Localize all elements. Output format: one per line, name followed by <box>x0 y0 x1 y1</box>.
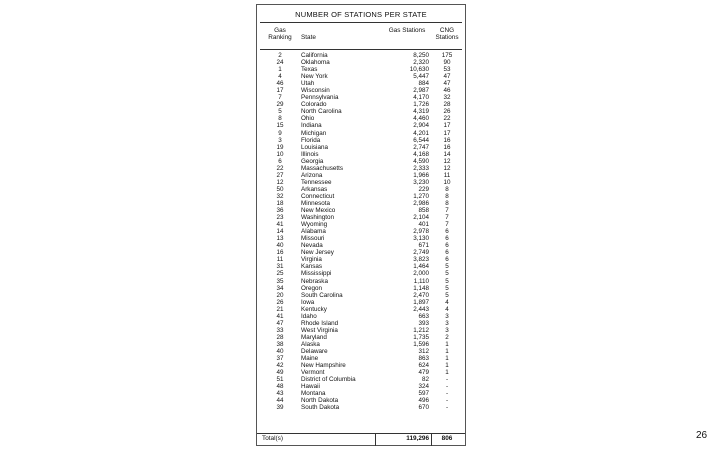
gas-stations-cell: 3,130 <box>413 235 429 243</box>
gas-stations-cell: 1,897 <box>413 298 429 306</box>
state-cell: Illinois <box>301 150 319 158</box>
state-cell: West Virginia <box>301 326 338 334</box>
cng-stations-cell: 17 <box>443 129 451 137</box>
rank-cell: 20 <box>276 291 284 299</box>
cng-stations-cell: 7 <box>445 214 449 222</box>
cng-stations-cell: 4 <box>445 298 449 306</box>
total-label: Total(s) <box>262 435 283 442</box>
state-cell: Maine <box>301 355 319 363</box>
table-row <box>257 200 465 207</box>
state-cell: North Carolina <box>301 108 342 116</box>
gas-stations-cell: 2,333 <box>413 164 429 172</box>
rank-cell: 5 <box>278 108 282 116</box>
cng-stations-cell: 47 <box>443 80 451 88</box>
gas-stations-cell: 597 <box>418 390 429 398</box>
gas-stations-cell: 671 <box>418 242 429 250</box>
table-row <box>257 137 465 144</box>
cng-stations-cell: 4 <box>445 305 449 313</box>
table-row <box>257 256 465 263</box>
table-row <box>257 94 465 101</box>
table-row <box>257 348 465 355</box>
state-cell: Washington <box>301 214 335 222</box>
table-row <box>257 355 465 362</box>
gas-stations-cell: 2,904 <box>413 122 429 130</box>
state-cell: Maryland <box>301 333 327 341</box>
gas-stations-cell: 2,470 <box>413 291 429 299</box>
table-row <box>257 122 465 129</box>
cng-stations-cell: 175 <box>441 52 453 59</box>
table-row <box>257 278 465 285</box>
gas-stations-cell: 2,987 <box>413 87 429 95</box>
table-row <box>257 249 465 256</box>
table-row <box>257 362 465 369</box>
state-cell: Missouri <box>301 235 325 243</box>
table-row <box>257 390 465 397</box>
state-cell: Connecticut <box>301 192 335 200</box>
state-cell: Vermont <box>301 369 325 377</box>
rank-cell: 34 <box>276 284 284 292</box>
state-cell: Oklahoma <box>301 59 330 67</box>
rank-cell: 8 <box>278 115 282 123</box>
rank-cell: 51 <box>276 376 284 384</box>
cng-stations-cell: 26 <box>443 108 451 116</box>
state-cell: Texas <box>301 66 318 74</box>
gas-stations-cell: 2,000 <box>413 270 429 278</box>
total-row <box>257 435 465 445</box>
cng-stations-cell: 6 <box>445 228 449 236</box>
gas-stations-cell: 624 <box>418 362 429 370</box>
table-body <box>257 52 465 411</box>
total-rule <box>257 433 465 434</box>
state-cell: Indiana <box>301 122 322 130</box>
rank-cell: 24 <box>276 59 284 67</box>
table-row <box>257 228 465 235</box>
table-row <box>257 404 465 411</box>
gas-stations-cell: 2,978 <box>413 228 429 236</box>
rank-cell: 14 <box>276 228 284 236</box>
table-row <box>257 165 465 172</box>
state-cell: Massachusetts <box>301 164 343 172</box>
table-row <box>257 66 465 73</box>
rank-cell: 32 <box>276 192 284 200</box>
cng-stations-cell: 1 <box>445 355 449 363</box>
gas-stations-cell: 312 <box>418 347 429 355</box>
cng-stations-cell: 12 <box>443 164 451 172</box>
rank-cell: 38 <box>276 340 284 348</box>
table-row <box>257 158 465 165</box>
cng-stations-cell: - <box>445 397 449 405</box>
cng-stations-cell: 16 <box>443 143 451 151</box>
table-row <box>257 144 465 151</box>
gas-stations-cell: 884 <box>418 80 429 88</box>
gas-stations-cell: 4,168 <box>413 150 429 158</box>
rank-cell: 36 <box>276 207 284 215</box>
state-cell: Tennessee <box>301 178 332 186</box>
table-row <box>257 320 465 327</box>
rank-cell: 41 <box>276 312 284 320</box>
cng-stations-cell: - <box>445 376 449 384</box>
state-cell: New Hampshire <box>301 362 346 370</box>
rank-cell: 25 <box>276 270 284 278</box>
gas-stations-cell: 2,320 <box>413 59 429 67</box>
table-row <box>257 186 465 193</box>
rank-cell: 21 <box>276 305 284 313</box>
table-row <box>257 376 465 383</box>
gas-stations-cell: 4,319 <box>413 108 429 116</box>
total-gas: 119,296 <box>406 435 429 442</box>
cng-stations-cell: 3 <box>445 319 449 327</box>
rank-cell: 40 <box>276 347 284 355</box>
state-cell: Colorado <box>301 101 327 109</box>
state-cell: California <box>301 52 328 59</box>
state-cell: Wyoming <box>301 221 328 229</box>
gas-stations-cell: 4,201 <box>413 129 429 137</box>
rank-cell: 49 <box>276 369 284 377</box>
cng-stations-cell: 10 <box>443 178 451 186</box>
gas-stations-cell: 1,464 <box>413 263 429 271</box>
table-row <box>257 327 465 334</box>
gas-stations-cell: 863 <box>418 355 429 363</box>
rank-cell: 4 <box>278 73 282 81</box>
state-cell: Nevada <box>301 242 323 250</box>
gas-stations-cell: 6,544 <box>413 136 429 144</box>
cng-stations-cell: 1 <box>445 369 449 377</box>
state-cell: Utah <box>301 80 315 88</box>
state-cell: Rhode Island <box>301 319 339 327</box>
stations-table <box>256 4 466 446</box>
rank-cell: 37 <box>276 355 284 363</box>
rank-cell: 35 <box>276 277 284 285</box>
rank-cell: 29 <box>276 101 284 109</box>
gas-stations-cell: 1,212 <box>413 326 429 334</box>
state-cell: District of Columbia <box>301 376 356 384</box>
rank-cell: 23 <box>276 214 284 222</box>
table-row <box>257 108 465 115</box>
gas-stations-cell: 1,596 <box>413 340 429 348</box>
rank-cell: 12 <box>276 178 284 186</box>
table-row <box>257 313 465 320</box>
rank-cell: 33 <box>276 326 284 334</box>
state-cell: Ohio <box>301 115 315 123</box>
state-cell: New Mexico <box>301 207 336 215</box>
state-cell: North Dakota <box>301 397 339 405</box>
rank-cell: 22 <box>276 164 284 172</box>
gas-stations-cell: 1,726 <box>413 101 429 109</box>
table-row <box>257 341 465 348</box>
state-cell: Georgia <box>301 157 324 165</box>
table-row <box>257 130 465 137</box>
cng-stations-cell: 2 <box>445 333 449 341</box>
state-cell: Minnesota <box>301 199 331 207</box>
table-row <box>257 270 465 277</box>
state-cell: Montana <box>301 390 326 398</box>
rank-cell: 48 <box>276 383 284 391</box>
cng-stations-cell: 6 <box>445 242 449 250</box>
gas-stations-cell: 496 <box>418 397 429 405</box>
rank-cell: 7 <box>278 94 282 102</box>
cng-stations-cell: 53 <box>443 66 451 74</box>
gas-stations-cell: 858 <box>418 207 429 215</box>
rank-cell: 18 <box>276 199 284 207</box>
gas-stations-cell: 5,447 <box>413 73 429 81</box>
rank-cell: 47 <box>276 319 284 327</box>
rank-cell: 9 <box>278 129 282 137</box>
total-cng: 806 <box>441 435 453 442</box>
state-cell: Louisiana <box>301 143 328 151</box>
rank-cell: 41 <box>276 221 284 229</box>
table-row <box>257 115 465 122</box>
table-row <box>257 334 465 341</box>
cng-stations-cell: 32 <box>443 94 451 102</box>
rank-cell: 13 <box>276 235 284 243</box>
gas-stations-cell: 401 <box>418 221 429 229</box>
table-row <box>257 292 465 299</box>
cng-stations-cell: 46 <box>443 87 451 95</box>
rank-cell: 43 <box>276 390 284 398</box>
table-row <box>257 383 465 390</box>
gas-stations-cell: 1,270 <box>413 192 429 200</box>
state-cell: Kentucky <box>301 305 327 313</box>
state-cell: Hawaii <box>301 383 320 391</box>
state-cell: Nebraska <box>301 277 328 285</box>
cng-stations-cell: 1 <box>445 362 449 370</box>
rank-cell: 39 <box>276 404 284 412</box>
gas-stations-cell: 3,823 <box>413 256 429 264</box>
cng-stations-cell: 5 <box>445 270 449 278</box>
gas-stations-cell: 663 <box>418 312 429 320</box>
state-cell: Michigan <box>301 129 327 137</box>
column-header-rank: Gas Ranking <box>268 27 292 41</box>
gas-stations-cell: 1,110 <box>413 277 429 285</box>
cng-stations-cell: 7 <box>445 221 449 229</box>
state-cell: Wisconsin <box>301 87 330 95</box>
gas-stations-cell: 4,460 <box>413 115 429 123</box>
gas-stations-cell: 324 <box>418 383 429 391</box>
table-row <box>257 193 465 200</box>
rank-cell: 3 <box>278 136 282 144</box>
rank-cell: 46 <box>276 80 284 88</box>
cng-stations-cell: 1 <box>445 340 449 348</box>
state-cell: Alabama <box>301 228 326 236</box>
cng-stations-cell: 90 <box>443 59 451 67</box>
gas-stations-cell: 1,735 <box>413 333 429 341</box>
rank-cell: 31 <box>276 263 284 271</box>
cng-stations-cell: 3 <box>445 312 449 320</box>
state-cell: Delaware <box>301 347 328 355</box>
rank-cell: 26 <box>276 298 284 306</box>
cng-stations-cell: 5 <box>445 291 449 299</box>
table-row <box>257 80 465 87</box>
cng-stations-cell: 47 <box>443 73 451 81</box>
rank-cell: 16 <box>276 249 284 257</box>
cng-stations-cell: 1 <box>445 347 449 355</box>
table-row <box>257 299 465 306</box>
gas-stations-cell: 2,443 <box>413 305 429 313</box>
state-cell: New York <box>301 73 328 81</box>
cng-stations-cell: 5 <box>445 284 449 292</box>
gas-stations-cell: 8,250 <box>413 52 429 59</box>
gas-stations-cell: 393 <box>418 319 429 327</box>
rank-cell: 40 <box>276 242 284 250</box>
cng-stations-cell: 17 <box>443 122 451 130</box>
gas-stations-cell: 1,148 <box>413 284 429 292</box>
cng-stations-cell: - <box>445 404 449 412</box>
cng-stations-cell: - <box>445 390 449 398</box>
state-cell: Idaho <box>301 312 317 320</box>
table-row <box>257 306 465 313</box>
cng-stations-cell: 6 <box>445 249 449 257</box>
state-cell: Mississippi <box>301 270 332 278</box>
state-cell: Pennsylvania <box>301 94 339 102</box>
cng-stations-cell: 6 <box>445 256 449 264</box>
table-row <box>257 369 465 376</box>
state-cell: Florida <box>301 136 321 144</box>
rank-cell: 42 <box>276 362 284 370</box>
table-row <box>257 235 465 242</box>
cng-stations-cell: 16 <box>443 136 451 144</box>
rank-cell: 11 <box>276 256 284 264</box>
state-cell: Iowa <box>301 298 315 306</box>
table-row <box>257 101 465 108</box>
gas-stations-cell: 3,230 <box>413 178 429 186</box>
table-row <box>257 221 465 228</box>
table-row <box>257 214 465 221</box>
state-cell: Alaska <box>301 340 320 348</box>
state-cell: South Dakota <box>301 404 340 412</box>
table-row <box>257 285 465 292</box>
rank-cell: 10 <box>276 150 284 158</box>
column-header-state: State <box>301 34 316 41</box>
cng-stations-cell: 6 <box>445 235 449 243</box>
gas-stations-cell: 4,170 <box>413 94 429 102</box>
cng-stations-cell: 8 <box>445 199 449 207</box>
table-row <box>257 59 465 66</box>
gas-stations-cell: 10,630 <box>409 66 429 74</box>
table-row <box>257 179 465 186</box>
table-row <box>257 397 465 404</box>
table-title: NUMBER OF STATIONS PER STATE <box>295 10 427 19</box>
rank-cell: 1 <box>278 66 282 74</box>
table-row <box>257 87 465 94</box>
gas-stations-cell: 2,104 <box>413 214 429 222</box>
header-rule-top <box>260 22 462 23</box>
gas-stations-cell: 4,590 <box>413 157 429 165</box>
state-cell: Virginia <box>301 256 322 264</box>
table-row <box>257 172 465 179</box>
table-row <box>257 73 465 80</box>
state-cell: Arkansas <box>301 185 328 193</box>
state-cell: Oregon <box>301 284 323 292</box>
gas-stations-cell: 2,749 <box>413 249 429 257</box>
rank-cell: 2 <box>278 52 282 59</box>
header-rule-bottom <box>260 49 462 50</box>
rank-cell: 15 <box>276 122 284 130</box>
table-row <box>257 207 465 214</box>
gas-stations-cell: 1,966 <box>413 171 429 179</box>
gas-stations-cell: 82 <box>421 376 429 384</box>
cng-stations-cell: 5 <box>445 263 449 271</box>
cng-stations-cell: 11 <box>443 171 451 179</box>
rank-cell: 17 <box>276 87 284 95</box>
gas-stations-cell: 2,986 <box>413 199 429 207</box>
state-cell: New Jersey <box>301 249 334 257</box>
page-number: 26 <box>696 430 708 441</box>
cng-stations-cell: 7 <box>445 207 449 215</box>
cng-stations-cell: 14 <box>443 150 451 158</box>
table-row <box>257 52 465 59</box>
rank-cell: 50 <box>276 185 284 193</box>
rank-cell: 19 <box>276 143 284 151</box>
state-cell: South Carolina <box>301 291 343 299</box>
gas-stations-cell: 479 <box>418 369 429 377</box>
cng-stations-cell: 28 <box>443 101 451 109</box>
cng-stations-cell: 3 <box>445 326 449 334</box>
column-header-gas: Gas Stations <box>388 27 426 34</box>
rank-cell: 28 <box>276 333 284 341</box>
gas-stations-cell: 2,747 <box>413 143 429 151</box>
rank-cell: 44 <box>276 397 284 405</box>
cng-stations-cell: 5 <box>445 277 449 285</box>
cng-stations-cell: - <box>445 383 449 391</box>
column-header-cng: CNG Stations <box>435 27 459 41</box>
cng-stations-cell: 8 <box>445 192 449 200</box>
table-row <box>257 151 465 158</box>
table-row <box>257 263 465 270</box>
gas-stations-cell: 670 <box>418 404 429 412</box>
state-cell: Arizona <box>301 171 323 179</box>
cng-stations-cell: 22 <box>443 115 451 123</box>
rank-cell: 6 <box>278 157 282 165</box>
gas-stations-cell: 229 <box>418 185 429 193</box>
cng-stations-cell: 12 <box>443 157 451 165</box>
cng-stations-cell: 8 <box>445 185 449 193</box>
table-row <box>257 242 465 249</box>
rank-cell: 27 <box>276 171 284 179</box>
state-cell: Kansas <box>301 263 323 271</box>
